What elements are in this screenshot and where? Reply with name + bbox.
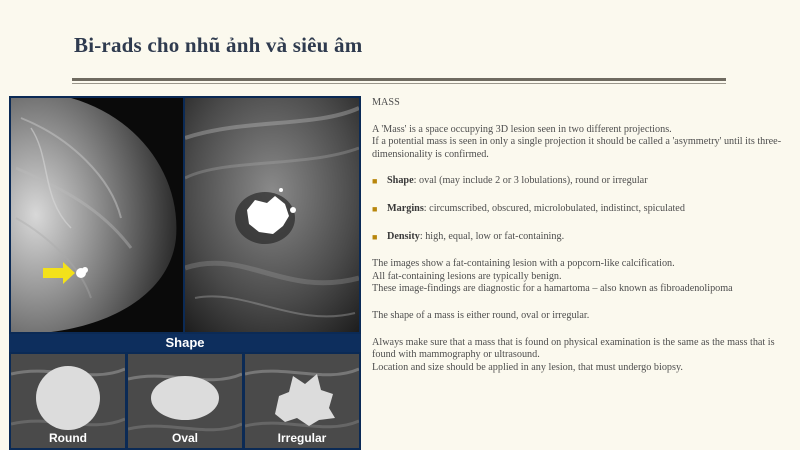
intro-paragraph — [372, 124, 796, 162]
oval-mass-shape — [151, 376, 219, 420]
shape-caption-irregular: Irregular — [277, 431, 327, 445]
list-item — [372, 231, 796, 244]
title-divider-thin — [72, 83, 726, 84]
exam-line-2: Location and size should be applied in any lesion, that must undergo biopsy. — [372, 361, 683, 373]
shape-banner: Shape — [9, 334, 361, 352]
images-paragraph — [372, 258, 796, 296]
bullet-desc: : oval (may include 2 or 3 lobulations), round or irregular — [413, 175, 648, 187]
descriptor-list — [372, 175, 796, 243]
square-bullet-icon: ■ — [372, 231, 378, 242]
bullet-term: Density — [387, 230, 420, 242]
mammogram-figure — [9, 96, 361, 450]
bullet-term: Margins — [387, 202, 424, 214]
page-title: Bi-rads cho nhũ ảnh và siêu âm — [74, 33, 363, 57]
title-divider — [72, 78, 726, 81]
bullet-desc: : high, equal, low or fat-containing. — [419, 230, 565, 242]
shape-caption-round: Round — [49, 431, 87, 445]
mass-description — [372, 97, 796, 388]
bullet-term: Shape — [387, 175, 414, 187]
shape-caption-oval: Oval — [171, 431, 198, 445]
exam-paragraph — [372, 337, 796, 375]
shape-panel-round — [11, 354, 125, 448]
intro-line-1: A 'Mass' is a space occupying 3D lesion seen in two different projections. — [372, 123, 672, 135]
images-line-3: These image-findings are diagnostic for a hamartoma – also known as fibroadenolipoma — [372, 283, 733, 295]
images-line-2: All fat-containing lesions are typically benign. — [372, 270, 562, 282]
shape-paragraph: The shape of a mass is either round, oval or irregular. — [372, 309, 590, 321]
mammogram-panel-full — [11, 98, 183, 332]
round-mass-shape — [36, 366, 100, 430]
list-item — [372, 203, 796, 216]
images-line-1: The images show a fat-containing lesion with a popcorn-like calcification. — [372, 258, 675, 270]
list-item — [372, 175, 796, 188]
square-bullet-icon: ■ — [372, 203, 378, 214]
mammogram-panel-magnified — [185, 98, 359, 332]
shape-panel-oval — [128, 354, 242, 448]
shape-panel-irregular — [245, 354, 359, 448]
section-heading: MASS — [372, 97, 400, 108]
bullet-desc: : circumscribed, obscured, microlobulated, indistinct, spiculated — [423, 202, 685, 214]
exam-line-1: Always make sure that a mass that is found on physical examination is the same as the mass that is found with mammography or ultrasound. — [372, 336, 775, 361]
intro-line-2: If a potential mass is seen in only a single projection it should be called a 'asymmetry' until its three-dimensionality is confirmed. — [372, 136, 782, 160]
square-bullet-icon: ■ — [372, 176, 378, 187]
